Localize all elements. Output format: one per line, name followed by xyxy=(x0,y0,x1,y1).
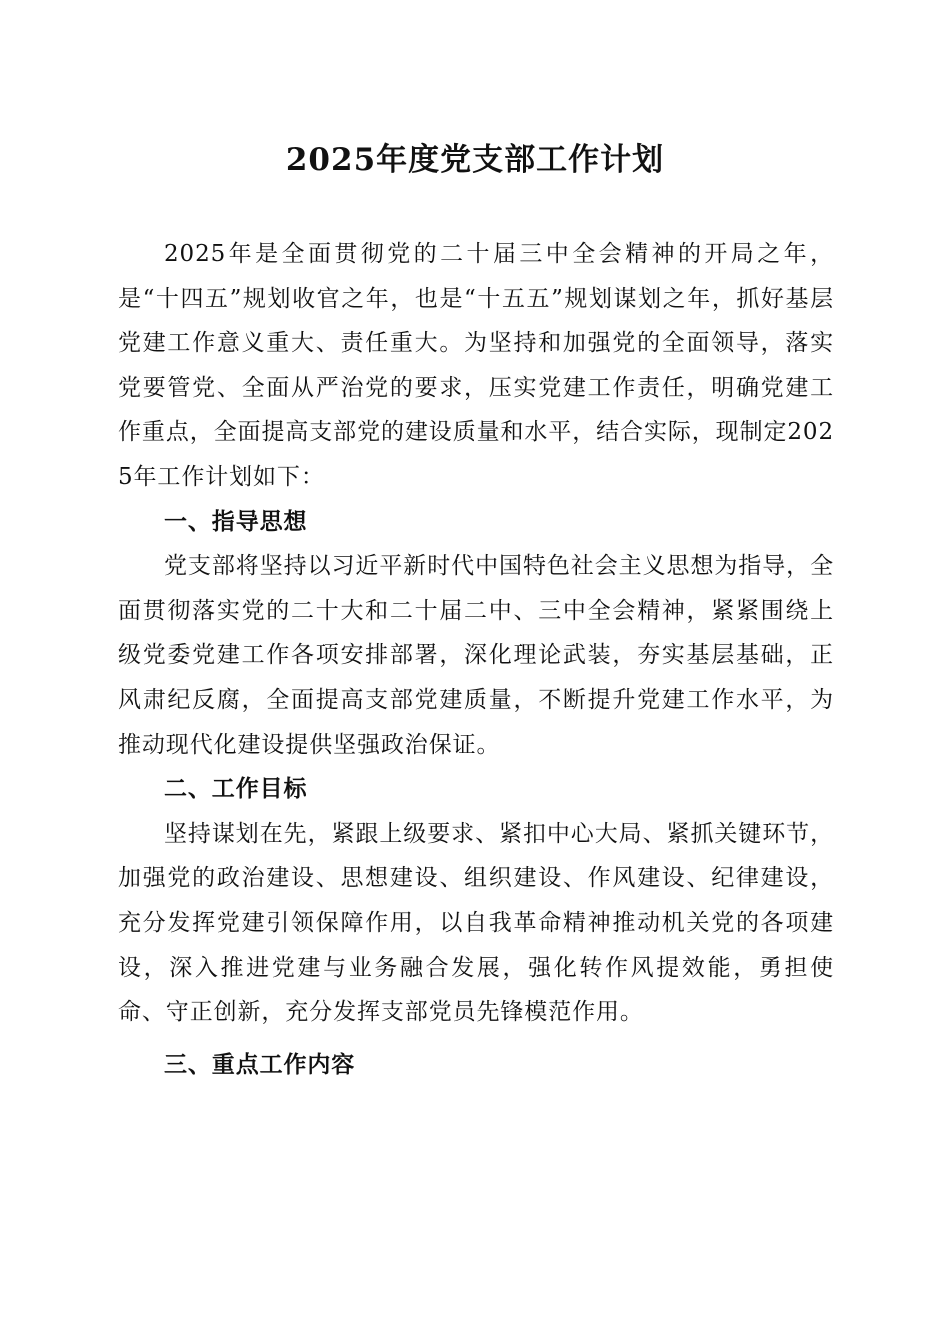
section-paragraph-work-goals: 坚持谋划在先，紧跟上级要求、紧扣中心大局、紧抓关键环节，加强党的政治建设、思想建设、组织建设、作风建设、纪律建设，充分发挥党建引领保障作用，以自我革命精神推动机关党的各项建设，深入推进党建与业务融合发展，强化转作风提效能，勇担使命、守正创新，充分发挥支部党员先锋模范作用。 xyxy=(118,820,834,1026)
intro-paragraph: 2025年是全面贯彻党的二十届三中全会精神的开局之年，是“十四五”规划收官之年，也是“十五五”规划谋划之年，抓好基层党建工作意义重大、责任重大。为坚持和加强党的全面领导，落实党要管党、全面从严治党的要求，压实党建工作责任，明确党建工作重点，全面提高支部党的建设质量和水平，结合实际，现制定2025年工作计划如下： xyxy=(118,241,834,490)
document-body xyxy=(118,232,834,1087)
document-title: 2025年度党支部工作计划 xyxy=(285,142,665,178)
section-heading-key-work: 三、重点工作内容 xyxy=(164,1051,356,1078)
section-heading-work-goals: 二、工作目标 xyxy=(164,776,308,803)
section-heading-guiding-ideology: 一、指导思想 xyxy=(164,508,308,535)
section-paragraph-guiding-ideology: 党支部将坚持以习近平新时代中国特色社会主义思想为指导，全面贯彻落实党的二十大和二十届二中、三中全会精神，紧紧围绕上级党委党建工作各项安排部署，深化理论武装，夯实基层基础，正风肃纪反腐，全面提高支部党建质量，不断提升党建工作水平，为推动现代化建设提供坚强政治保证。 xyxy=(118,553,834,758)
section-spacer xyxy=(118,1035,834,1043)
